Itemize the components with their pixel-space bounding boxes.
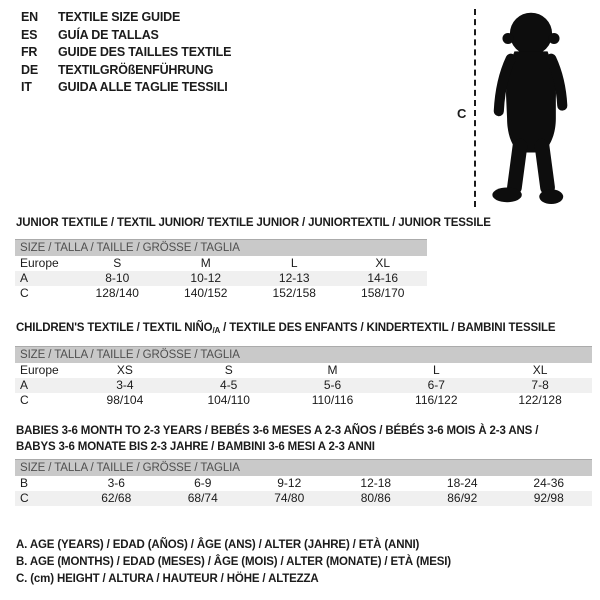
table-row xyxy=(15,363,592,378)
table-cell: 18-24 xyxy=(446,476,478,490)
table-cell: 152/158 xyxy=(272,286,316,300)
table-cell: L xyxy=(432,363,440,377)
row-label: C xyxy=(20,393,29,407)
language-code: EN xyxy=(21,10,38,24)
row-label: A xyxy=(15,271,73,286)
table-cell: 116/122 xyxy=(415,393,458,407)
table-cell: 10-12 xyxy=(162,271,251,286)
children-title-suffix: / TEXTILE DES ENFANTS / KINDERTEXTIL / BAMBINI TESSILE xyxy=(220,322,556,334)
height-measure-label: C xyxy=(457,106,467,121)
language-row-de xyxy=(21,62,231,80)
babies-title-line2: BABYS 3-6 MONATE BIS 2-3 JAHRE / BAMBINI 3-6 MESI A 2-3 ANNI xyxy=(16,440,375,453)
table-cell: 8-10 xyxy=(73,271,162,286)
table-cell: 12-18 xyxy=(360,476,392,490)
table-cell: 68/74 xyxy=(160,491,247,506)
table-cell: XS xyxy=(116,363,133,377)
table-cell: 6-7 xyxy=(384,378,488,393)
language-row-it xyxy=(21,79,231,97)
table-cell: XL xyxy=(532,363,548,377)
table-cell: 74/80 xyxy=(246,491,333,506)
row-label: Europe xyxy=(20,256,59,270)
table-row xyxy=(15,378,592,393)
language-label: TEXTILE SIZE GUIDE xyxy=(58,10,181,24)
language-code: IT xyxy=(21,80,32,95)
language-row-en xyxy=(21,9,231,27)
table-cell: 7-8 xyxy=(488,378,592,393)
table-cell: S xyxy=(224,363,233,377)
children-title-prefix: CHILDREN'S TEXTILE / TEXTIL NIÑO xyxy=(16,322,213,334)
language-label: GUÍA DE TALLAS xyxy=(58,27,159,42)
row-label: A xyxy=(15,378,73,393)
language-code: ES xyxy=(21,27,38,42)
size-header-bar: SIZE / TALLA / TAILLE / GRÖSSE / TAGLIA xyxy=(15,347,592,364)
table-cell: 80/86 xyxy=(333,491,420,506)
row-label: C xyxy=(15,491,73,506)
language-legend xyxy=(21,9,231,97)
table-cell: XL xyxy=(375,256,391,270)
table-cell: 158/170 xyxy=(361,286,405,300)
language-code: FR xyxy=(21,45,38,60)
table-cell: 98/104 xyxy=(106,393,144,407)
table-cell: 3-6 xyxy=(107,476,125,490)
junior-table-title: JUNIOR TEXTILE / TEXTIL JUNIOR/ TEXTILE JUNIOR / JUNIORTEXTIL / JUNIOR TESSILE xyxy=(16,217,491,229)
table-cell: 5-6 xyxy=(281,378,385,393)
babies-table-title xyxy=(16,424,538,455)
table-cell: 110/116 xyxy=(311,393,354,407)
language-label: GUIDA ALLE TAGLIE TESSILI xyxy=(58,80,228,95)
row-label: C xyxy=(20,286,29,300)
language-row-es xyxy=(21,27,231,45)
table-cell: S xyxy=(113,256,122,270)
table-cell: 92/98 xyxy=(506,491,593,506)
table-cell: 4-5 xyxy=(177,378,281,393)
table-row xyxy=(15,256,427,271)
children-title-sub: /A xyxy=(212,326,221,335)
children-table-title xyxy=(16,321,555,337)
table-row xyxy=(15,271,427,286)
table-cell: M xyxy=(327,363,338,377)
height-figure xyxy=(447,5,595,209)
table-cell: L xyxy=(290,256,298,270)
children-size-table xyxy=(15,346,592,408)
language-label: TEXTILGRÖßENFÜHRUNG xyxy=(58,62,214,77)
table-row xyxy=(15,393,592,408)
table-cell: 128/140 xyxy=(95,286,139,300)
row-label: B xyxy=(20,476,29,490)
table-cell: 14-16 xyxy=(339,271,428,286)
table-cell: 104/110 xyxy=(207,393,250,407)
table-cell: 140/152 xyxy=(184,286,228,300)
height-measure-line xyxy=(474,9,476,207)
measure-legend xyxy=(16,537,451,589)
language-label: GUIDE DES TAILLES TEXTILE xyxy=(58,45,232,60)
language-code: DE xyxy=(21,62,38,77)
footnote-c: C. (cm) HEIGHT / ALTURA / HAUTEUR / HÖHE / ALTEZZA xyxy=(16,573,319,586)
table-cell: 62/68 xyxy=(73,491,160,506)
table-cell: 122/128 xyxy=(518,393,562,407)
size-header-bar: SIZE / TALLA / TAILLE / GRÖSSE / TAGLIA xyxy=(15,240,427,257)
table-row xyxy=(15,491,592,506)
table-cell: 24-36 xyxy=(533,476,565,490)
table-row xyxy=(15,476,592,491)
language-row-fr xyxy=(21,44,231,62)
table-cell: 6-9 xyxy=(194,476,212,490)
junior-size-table xyxy=(15,239,427,301)
table-cell: 9-12 xyxy=(277,476,302,490)
footnote-b: B. AGE (MONTHS) / EDAD (MESES) / ÂGE (MOIS) / ALTER (MONATE) / ETÀ (MESI) xyxy=(16,556,451,569)
size-header-bar: SIZE / TALLA / TAILLE / GRÖSSE / TAGLIA xyxy=(15,460,592,477)
baby-silhouette-icon xyxy=(485,6,577,208)
row-label: Europe xyxy=(20,363,59,377)
babies-size-table xyxy=(15,459,592,506)
table-cell: M xyxy=(200,256,211,270)
table-cell: 3-4 xyxy=(73,378,177,393)
babies-title-line1: BABIES 3-6 MONTH TO 2-3 YEARS / BEBÉS 3-6 MESES A 2-3 AÑOS / BÉBÉS 3-6 MOIS À 2-3 ANS / xyxy=(16,425,539,437)
footnote-a: A. AGE (YEARS) / EDAD (AÑOS) / ÂGE (ANS) / ALTER (JAHRE) / ETÀ (ANNI) xyxy=(16,539,420,551)
table-cell: 86/92 xyxy=(419,491,506,506)
table-row xyxy=(15,286,427,301)
table-cell: 12-13 xyxy=(250,271,339,286)
